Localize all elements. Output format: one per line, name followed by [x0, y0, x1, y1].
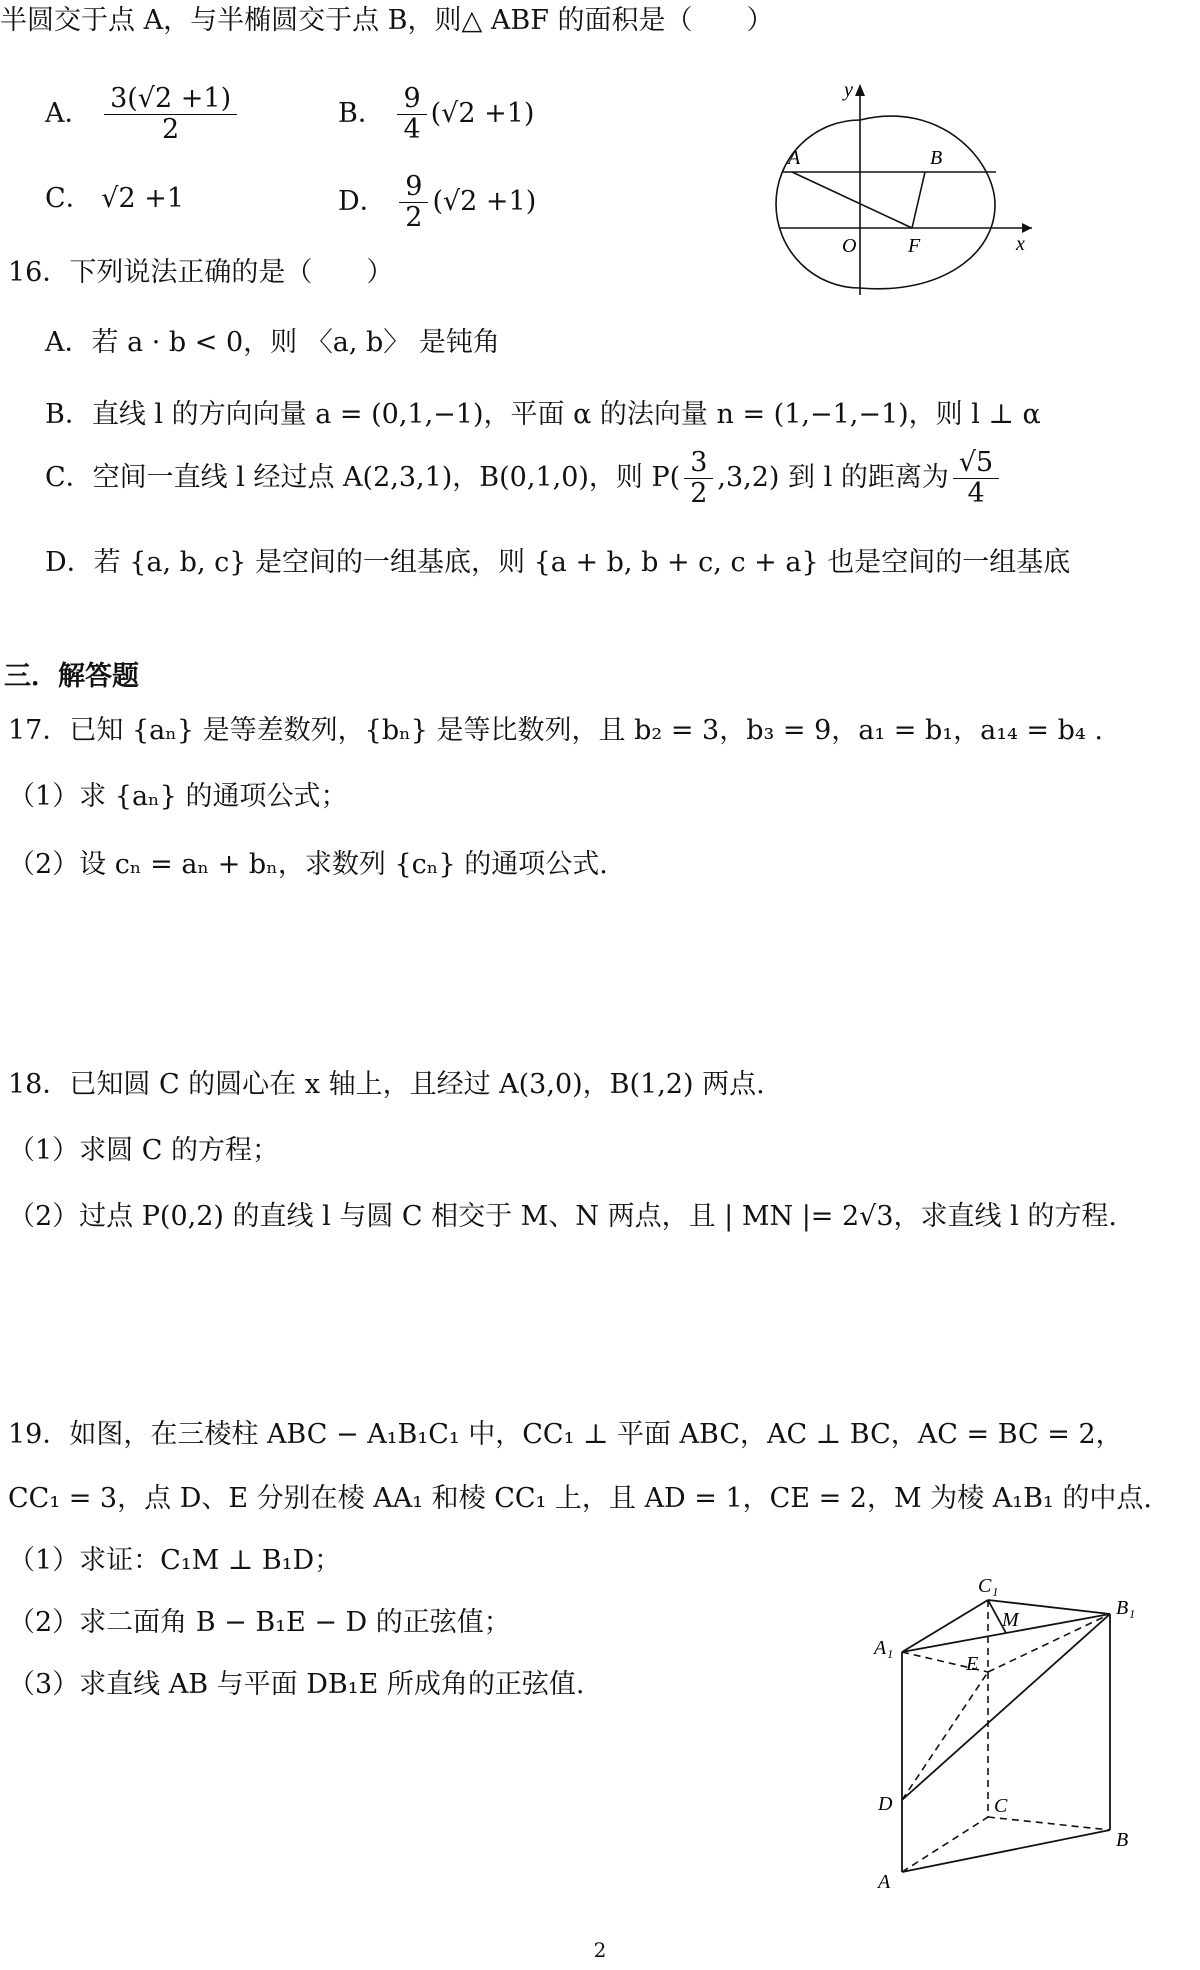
q16-option-a: A．若 a · b < 0，则 〈a, b〉 是钝角: [45, 327, 500, 358]
q18-stem: 18．已知圆 C 的圆心在 x 轴上，且经过 A(3,0)，B(1,2) 两点.: [8, 1069, 765, 1100]
q18-part1: （1）求圆 C 的方程；: [8, 1135, 280, 1166]
q16-option-c: C．空间一直线 l 经过点 A(2,3,1)，B(0,1,0)，则 P( $\frac{3}{2}$ ,3,2) 到 l 的距离为 $\frac{√5}{4}$: [45, 448, 1003, 509]
fig1-label-y: y: [844, 80, 853, 101]
q19-stem-line2: CC₁ = 3，点 D、E 分别在棱 AA₁ 和棱 CC₁ 上，且 AD = 1，CE = 2，M 为棱 A₁B₁ 的中点.: [8, 1483, 1152, 1514]
q15-option-d: D． $\frac{9}{2}$ (√2 +1): [338, 171, 537, 233]
q16-stem: 16．下列说法正确的是（ ）: [8, 257, 394, 288]
q19-part1: （1）求证：C₁M ⊥ B₁D；: [8, 1545, 342, 1576]
fig1-label-a: A: [788, 147, 801, 169]
fig2-label-c1: C₁: [978, 1575, 999, 1597]
fig2-label-b: B: [1116, 1829, 1129, 1851]
fig2-label-e: E: [966, 1653, 979, 1675]
fig1-label-x: x: [1016, 233, 1025, 255]
q15-option-c: C． √2 +1: [45, 183, 185, 214]
fig1-label-o: O: [842, 235, 857, 257]
q19-part2: （2）求二面角 B − B₁E − D 的正弦值；: [8, 1607, 511, 1638]
figure-triangular-prism: [860, 1572, 1160, 1902]
q19-stem-line1: 19．如图，在三棱柱 ABC − A₁B₁C₁ 中，CC₁ ⊥ 平面 ABC，AC ⊥ BC，AC = BC = 2，: [8, 1419, 1123, 1450]
fig2-label-d: D: [878, 1793, 893, 1815]
q16-option-b: B．直线 l 的方向向量 a = (0,1,−1)，平面 α 的法向量 n = (1,−1,−1)，则 l ⊥ α: [45, 399, 1041, 430]
fig2-label-a: A: [878, 1871, 891, 1893]
q18-part2: （2）过点 P(0,2) 的直线 l 与圆 C 相交于 M、N 两点，且 | MN |= 2√3，求直线 l 的方程.: [8, 1201, 1117, 1232]
q17-part2: （2）设 cₙ = aₙ + bₙ，求数列 {cₙ} 的通项公式.: [8, 849, 608, 880]
fig1-label-b: B: [930, 147, 943, 169]
fig2-label-a1: A₁: [874, 1637, 894, 1659]
fig2-label-c: C: [994, 1795, 1008, 1817]
page-number: 2: [593, 1938, 607, 1962]
fig1-label-f: F: [908, 235, 921, 257]
fig2-label-m: M: [1002, 1609, 1019, 1631]
q15-stem-tail: 半圆交于点 A，与半椭圆交于点 B，则△ ABF 的面积是（ ）: [0, 5, 774, 36]
q15-option-a: A． $\frac{3(√2 +1)}{2}$: [45, 84, 241, 145]
section-3-heading: 三．解答题: [4, 661, 139, 692]
q17-stem: 17．已知 {aₙ} 是等差数列，{bₙ} 是等比数列，且 b₂ = 3，b₃ = 9，a₁ = b₁，a₁₄ = b₄ .: [8, 715, 1103, 746]
q16-option-d: D．若 {a, b, c} 是空间的一组基底，则 {a + b, b + c, c + a} 也是空间的一组基底: [45, 547, 1071, 578]
q17-part1: （1）求 {aₙ} 的通项公式；: [8, 781, 348, 812]
q19-part3: （3）求直线 AB 与平面 DB₁E 所成角的正弦值.: [8, 1669, 585, 1700]
q15-option-b: B． $\frac{9}{4}$ (√2 +1): [338, 83, 535, 145]
fig2-label-b1: B₁: [1116, 1597, 1136, 1619]
figure-ellipse-semicircle: [770, 80, 1040, 300]
